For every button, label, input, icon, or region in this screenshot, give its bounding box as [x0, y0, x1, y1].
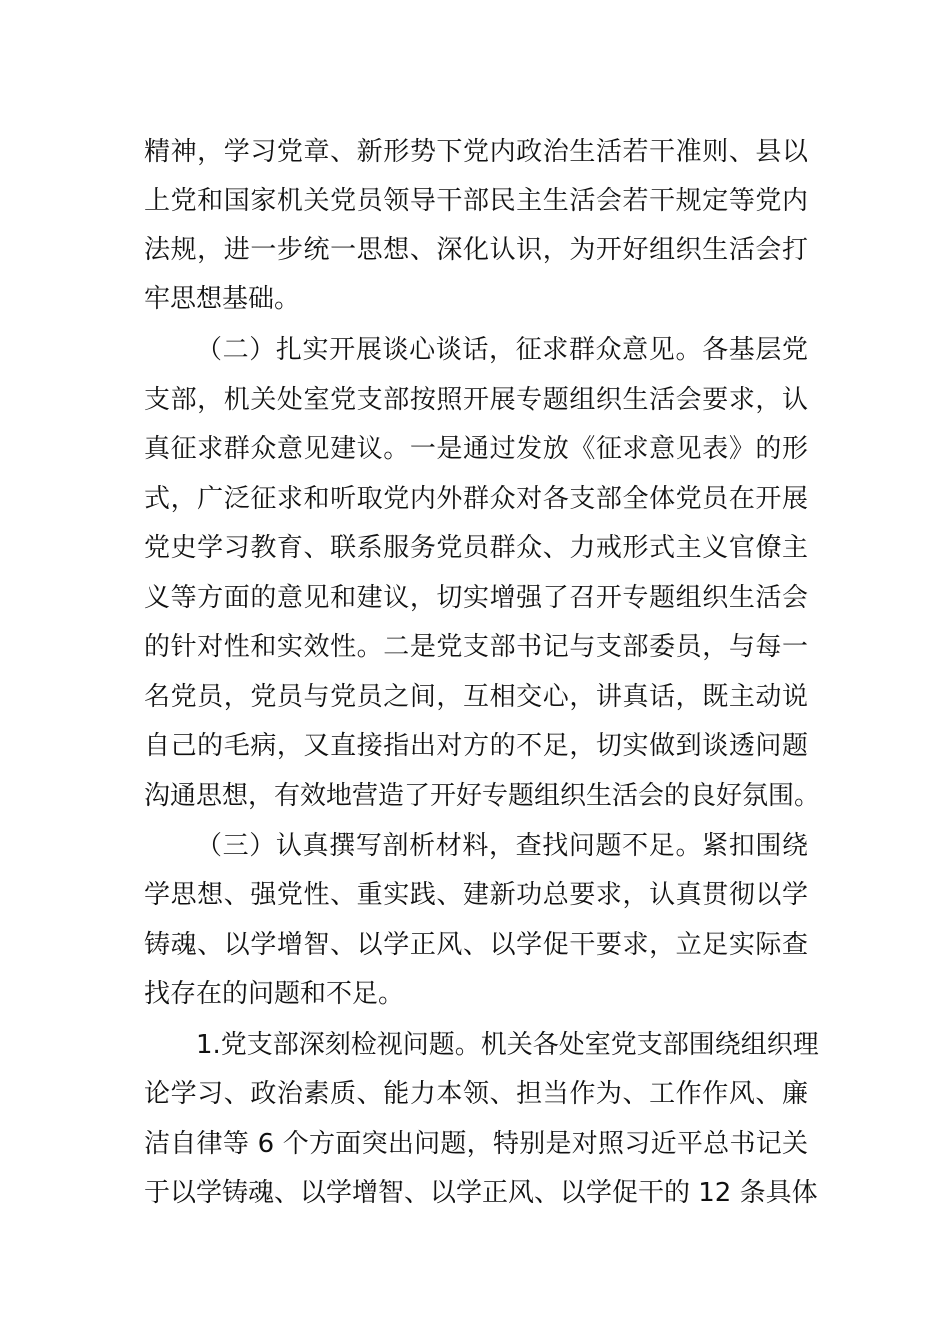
text-line: 沟通思想，有效地营造了开好专题组织生活会的良好氛围。 [144, 781, 821, 811]
text-line: 义等方面的意见和建议，切实增强了召开专题组织生活会 [144, 583, 808, 613]
text-line: （二）扎实开展谈心谈话，征求群众意见。各基层党 [196, 335, 808, 365]
text-line: 牢思想基础。 [144, 284, 301, 314]
text-line: 论学习、政治素质、能力本领、担当作为、工作作风、廉 [144, 1079, 808, 1109]
text-line: 式，广泛征求和听取党内外群众对各支部全体党员在开展 [144, 484, 808, 514]
text-line: 的针对性和实效性。二是党支部书记与支部委员，与每一 [144, 632, 808, 662]
text-line: 法规，进一步统一思想、深化认识，为开好组织生活会打 [144, 235, 808, 265]
text-line: 上党和国家机关党员领导干部民主生活会若干规定等党内 [144, 186, 808, 216]
text-line: 精神，学习党章、新形势下党内政治生活若干准则、县以 [144, 137, 808, 167]
text-line: 铸魂、以学增智、以学正风、以学促干要求，立足实际查 [144, 930, 808, 960]
text-line: 洁自律等 6 个方面突出问题，特别是对照习近平总书记关 [144, 1129, 808, 1159]
text-line: 于以学铸魂、以学增智、以学正风、以学促干的 12 条具体 [144, 1178, 818, 1208]
text-line: 名党员，党员与党员之间，互相交心，讲真话，既主动说 [144, 682, 808, 712]
text-line: 自己的毛病，又直接指出对方的不足，切实做到谈透问题 [144, 731, 808, 761]
text-line: 真征求群众意见建议。一是通过发放《征求意见表》的形 [144, 434, 808, 464]
text-line: 支部，机关处室党支部按照开展专题组织生活会要求，认 [144, 385, 808, 415]
text-line: 找存在的问题和不足。 [144, 979, 405, 1009]
text-line: 1.党支部深刻检视问题。机关各处室党支部围绕组织理 [196, 1030, 819, 1060]
text-line: 学思想、强党性、重实践、建新功总要求，认真贯彻以学 [144, 880, 808, 910]
text-line: 党史学习教育、联系服务党员群众、力戒形式主义官僚主 [144, 533, 808, 563]
text-line: （三）认真撰写剖析材料，查找问题不足。紧扣围绕 [196, 831, 808, 861]
